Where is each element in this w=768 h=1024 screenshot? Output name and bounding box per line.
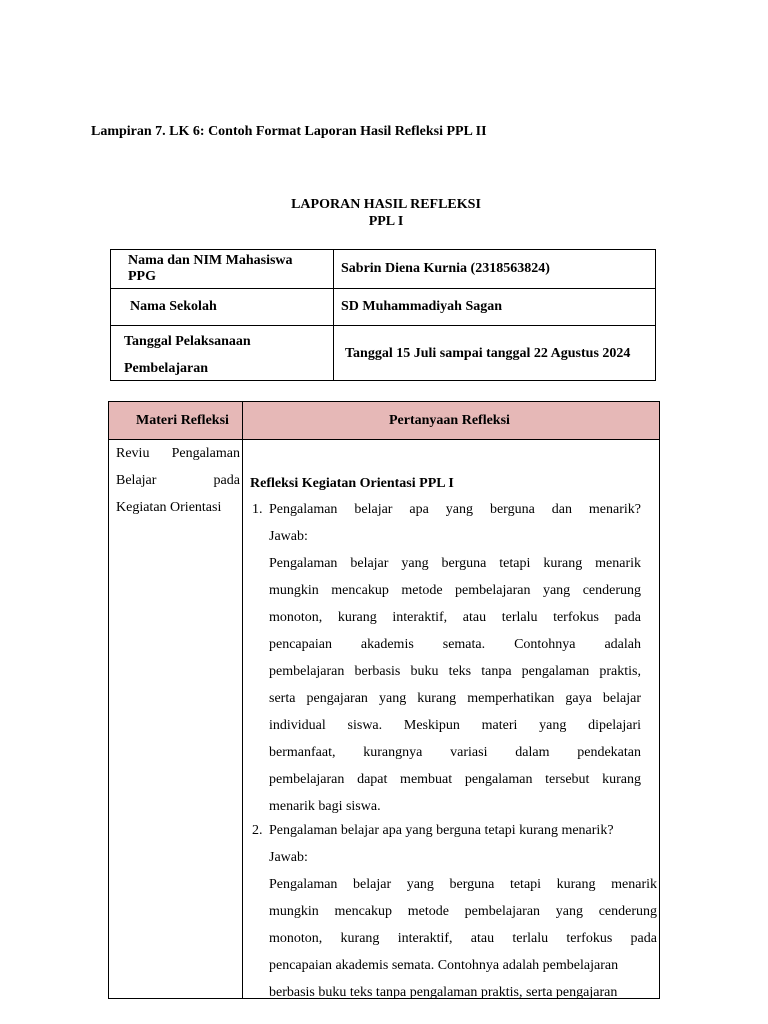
reflection-table [108, 401, 660, 999]
section-title: Refleksi Kegiatan Orientasi PPL I [250, 476, 454, 491]
identity-row-name [111, 250, 655, 289]
identity-row-school [111, 289, 655, 326]
school-value: SD Muhammadiyah Sagan [341, 299, 503, 314]
answer-line: Pengalaman belajar yang berguna tetapi kurang menarik [269, 556, 641, 571]
date-label: Tanggal Pelaksanaan Pembelajaran [124, 334, 251, 376]
answer-line: pencapaian akademis semata. Contohnya adalah [269, 637, 641, 652]
answer-line: berbasis buku teks tanpa pengalaman praktis, serta pengajaran [269, 985, 618, 1000]
answer-line: Pengalaman belajar yang berguna tetapi kurang menarik [269, 877, 657, 892]
answer-line: mungkin mencakup metode pembelajaran yang cenderung [269, 904, 657, 919]
report-title: LAPORAN HASIL REFLEKSI [291, 197, 481, 212]
name-label: Nama dan NIM Mahasiswa PPG [128, 253, 293, 284]
answer-line: bermanfaat, kurangnya variasi dalam pendekatan [269, 745, 641, 760]
table-header [109, 402, 659, 440]
column-divider [242, 402, 243, 998]
identity-row-date [111, 326, 655, 382]
answer-line: menarik bagi siswa. [269, 799, 381, 814]
materi-line: Reviu Pengalaman [116, 446, 240, 461]
school-label: Nama Sekolah [130, 299, 217, 314]
answer-line: serta pengajaran yang kurang memperhatikan gaya belajar [269, 691, 641, 706]
answer-line: monoton, kurang interaktif, atau terlalu terfokus pada [269, 931, 657, 946]
identity-table [110, 249, 656, 381]
materi-cell [116, 440, 240, 521]
answer-label: Jawab: [269, 529, 308, 544]
answer-line: mungkin mencakup metode pembelajaran yang cenderung [269, 583, 641, 598]
appendix-title: Lampiran 7. LK 6: Contoh Format Laporan Hasil Refleksi PPL II [91, 124, 487, 139]
header-materi: Materi Refleksi [136, 413, 229, 428]
answer-line: individual siswa. Meskipun materi yang dipelajari [269, 718, 641, 733]
date-value: Tanggal 15 Juli sampai tanggal 22 Agustus 2024 [345, 346, 631, 361]
report-subtitle: PPL I [368, 214, 404, 229]
materi-line: Kegiatan Orientasi [116, 500, 222, 515]
question-2 [269, 817, 657, 1006]
question-1 [269, 496, 641, 820]
question-text: Pengalaman belajar apa yang berguna dan menarik? [269, 502, 641, 517]
name-value: Sabrin Diena Kurnia (2318563824) [341, 261, 550, 276]
answer-label: Jawab: [269, 850, 308, 865]
header-pertanyaan: Pertanyaan Refleksi [389, 413, 510, 428]
answer-line: monoton, kurang interaktif, atau terlalu terfokus pada [269, 610, 641, 625]
question-text: Pengalaman belajar apa yang berguna tetapi kurang menarik? [269, 823, 614, 838]
question-number: 2. [252, 823, 263, 838]
materi-line: Belajar pada [116, 473, 240, 488]
answer-line: pembelajaran berbasis buku teks tanpa pengalaman praktis, [269, 664, 641, 679]
answer-line: pencapaian akademis semata. Contohnya adalah pembelajaran [269, 958, 619, 973]
question-number: 1. [252, 502, 263, 517]
answer-line: pembelajaran dapat membuat pengalaman tersebut kurang [269, 772, 641, 787]
